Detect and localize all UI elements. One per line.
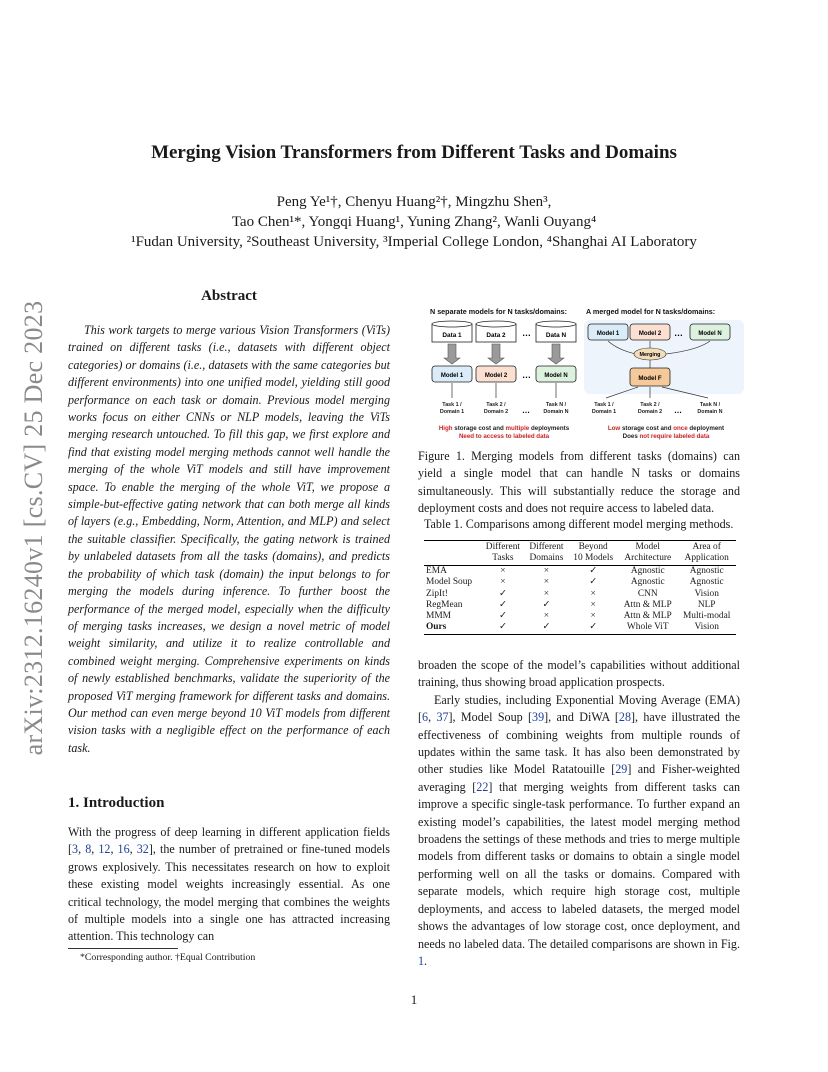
data-label-2: Data 2 xyxy=(486,332,506,339)
affiliations: ¹Fudan University, ²Southeast University, ³Imperial College London, ⁴Shanghai AI Laboratory xyxy=(131,234,697,250)
footnote: *Corresponding author. †Equal Contribution xyxy=(80,952,256,963)
citation-link[interactable]: 6 xyxy=(422,710,429,725)
arxiv-id: arXiv:2312.16240v1 [cs.CV] 25 Dec 2023 xyxy=(19,300,48,756)
right-paragraph-2: Early studies, including Exponential Moving Average (EMA) [6, 37], Model Soup [39], and DiWA [28], have illustrated the effectiveness of combining weights from multiple rounds of updates within the same task. It has also been demonstrated by other studies like Model Ratatouille [29] and Fisher-weighted averaging [22] that merging weights from different tasks can improve a specific single-task performance. To further expand an existing model’s capabilities, the latest model merging method broadens the settings of these methods and tries to merge multiple models from different tasks or domains to obtain a single model performing well on all the tasks or domains. Compared with separate models, which require high storage cost, multiple deployments, and access to labeled datasets, the merged model shows the advantages of low storage cost, once deployment, and needs no labeled data. The detailed comparisons are shown in Fig. 1. xyxy=(418,692,741,968)
table-1 xyxy=(424,540,736,635)
domain-label: Domain 1 xyxy=(591,409,617,415)
fig-dots: … xyxy=(522,370,531,380)
task-label: Task 2 / xyxy=(640,402,660,408)
data-label-n: Data N xyxy=(545,332,567,339)
paper-title: Merging Vision Transformers from Different Tasks and Domains xyxy=(151,142,677,163)
citation-link[interactable]: 29 xyxy=(615,762,628,777)
merging-label: Merging xyxy=(639,352,661,358)
domain-label: Domain 2 xyxy=(637,409,663,415)
abstract-text: This work targets to merge various Vision Transformers (ViTs) trained on different tasks (i.e., datasets with different object categories) or domains (i.e., datasets with the same categories but different environments) into one unified model, yielding still good performance on each task or domain. Previous model merging works focus on either CNNs or NLP models, leaving the ViTs merging research untouched. To fill this gap, we first explore and find that existing model merging methods cannot well handle the merging of the whole ViT models and still have improvement space. To enable the merging of the whole ViT, we propose a simple-but-effective gating network that can both merge all kinds of layers (e.g., Embedding, Norm, Attention, and MLP) and select the suitable classifier. Specifically, the gating network is trained by unlabeled datasets from all the tasks (domains), and predicts the probability of which task (domain) the input belongs to for merging the models during inference. To further boost the performance of the merged model, especially when the difficulty of merging tasks increases, we design a novel metric of model weight similarity, and utilize it to realize controllable and combined weight merging. Comprehensive experiments on kinds of newly established benchmarks, validate the superiority of the proposed ViT merging framework for different tasks and domains. Our method can even merge beyond 10 ViT models from different vision tasks with a negligible effect on the performance of each task. xyxy=(68,323,390,755)
data-label-1: Data 1 xyxy=(442,332,462,339)
citation-link[interactable]: 39 xyxy=(532,710,545,725)
citation-link[interactable]: 8 xyxy=(85,842,92,857)
abstract-heading: Abstract xyxy=(201,288,257,304)
fig-right-note-1: Low storage cost and once deployment xyxy=(607,425,725,432)
intro-heading: 1. Introduction xyxy=(68,795,165,811)
intro-text-a: With the progress of deep learning in different application fields [ xyxy=(68,825,390,857)
domain-label: Domain 2 xyxy=(483,409,509,415)
figure-link[interactable]: 1 xyxy=(418,953,425,968)
intro-body xyxy=(68,824,390,946)
fig-left-note-1: High storage cost and multiple deployments xyxy=(438,425,570,432)
task-label: Task 1 / xyxy=(594,402,614,408)
task-label: Task 1 / xyxy=(442,402,462,408)
table-row: MMM ✓ × × Attn & MLP Multi-modal xyxy=(426,611,731,622)
task-label: Task N / xyxy=(545,402,567,408)
abstract-body xyxy=(68,322,390,757)
data-cylinder-1 xyxy=(432,321,472,342)
right-paragraph-1: broaden the scope of the model’s capabilities without additional training, thus showing broad application prospects. xyxy=(418,658,740,690)
domain-label: Domain 1 xyxy=(439,409,465,415)
citation-link[interactable]: 28 xyxy=(618,710,631,725)
citation-link[interactable]: 37 xyxy=(436,710,449,725)
comparison-table xyxy=(424,540,736,635)
task-label: Task 2 / xyxy=(486,402,506,408)
table-1-caption: Table 1. Comparisons among different model merging methods. xyxy=(424,517,734,531)
data-cylinder-2 xyxy=(476,321,516,342)
authors-line-1: Peng Ye¹†, Chenyu Huang²†, Mingzhu Shen³, xyxy=(276,194,552,210)
right-column-text xyxy=(418,657,740,970)
table-row: RegMean ✓ ✓ × Attn & MLP NLP xyxy=(426,599,716,610)
fig-dots: … xyxy=(522,328,531,338)
fig-dots: … xyxy=(674,406,682,415)
fig-right-note-2: Does not require labeled data xyxy=(622,433,710,440)
table-row: ZipIt! ✓ × × CNN Vision xyxy=(426,588,719,599)
table-row: EMA × × ✓ Agnostic Agnostic xyxy=(424,566,736,578)
figure-1-diagram xyxy=(418,300,748,448)
fig-dots: … xyxy=(522,406,530,415)
table-header xyxy=(424,541,481,566)
table-row: Model Soup × × ✓ Agnostic Agnostic xyxy=(426,577,724,588)
model-label-1: Model 1 xyxy=(440,373,464,379)
table-header: Different Domains xyxy=(529,542,564,563)
figure-1 xyxy=(418,300,748,448)
citation-link[interactable]: 32 xyxy=(136,842,149,857)
table-header: Different Tasks xyxy=(485,542,520,563)
task-label: Task N / xyxy=(699,402,721,408)
figure-1-caption: Figure 1. Merging models from different tasks (domains) can yield a single model that can handle N tasks or domains simultaneously. This will substantially reduce the storage and deployment costs and does not require access to labeled data. xyxy=(418,449,740,516)
citation-link[interactable]: 12 xyxy=(98,842,111,857)
data-cylinder-n xyxy=(536,321,576,342)
fig-left-title: N separate models for N tasks/domains: xyxy=(430,307,568,316)
fig-left-note-2: Need to access to labeled data xyxy=(458,433,550,440)
merged-model-label-1: Model 1 xyxy=(596,331,620,337)
fig-task-arrows-left xyxy=(452,383,556,398)
footnote-divider xyxy=(68,948,178,949)
table-header: Beyond 10 Models xyxy=(573,542,614,563)
intro-text-b: ], the number of pretrained or fine-tuned models grows explosively. This necessitates research on how to exploit these existing model weights increasingly essential. As one critical technology, the model merging that combines the weights of multiple models into a single one has attracted increasing attention. This technology can xyxy=(68,842,391,944)
fig-right-title: A merged model for N tasks/domains: xyxy=(586,307,716,316)
model-label-2: Model 2 xyxy=(484,373,508,379)
domain-label: Domain N xyxy=(697,409,723,415)
citation-link[interactable]: 16 xyxy=(117,842,130,857)
table-header: Model Architecture xyxy=(624,542,672,563)
citation-link[interactable]: 3 xyxy=(72,842,79,857)
table-header: Area of Application xyxy=(684,542,729,563)
merged-model-label-2: Model 2 xyxy=(638,331,662,337)
citation-link[interactable]: 22 xyxy=(476,779,489,794)
merged-model-label-n: Model N xyxy=(698,331,722,337)
model-f-label: Model F xyxy=(638,375,662,382)
fig-arrows-down xyxy=(444,344,564,364)
arxiv-stamp xyxy=(14,268,54,788)
model-label-n: Model N xyxy=(544,373,568,379)
fig-dots: … xyxy=(674,328,683,338)
domain-label: Domain N xyxy=(543,409,569,415)
table-row-ours: Ours ✓ ✓ ✓ Whole ViT Vision xyxy=(424,622,736,634)
intro-paragraph: With the progress of deep learning in different application fields [3, 8, 12, 16, 32], the number of pretrained or fine-tuned models grows explosively. This necessitates research on how to exploit these existing model weights increasingly essential. As one critical technology, the model merging that combines the weights of multiple models into a single one has attracted increasing attention. This technology can xyxy=(68,825,391,944)
page-number: 1 xyxy=(410,992,418,1007)
authors-line-2: Tao Chen¹*, Yongqi Huang¹, Yuning Zhang², Wanli Ouyang⁴ xyxy=(231,214,597,230)
